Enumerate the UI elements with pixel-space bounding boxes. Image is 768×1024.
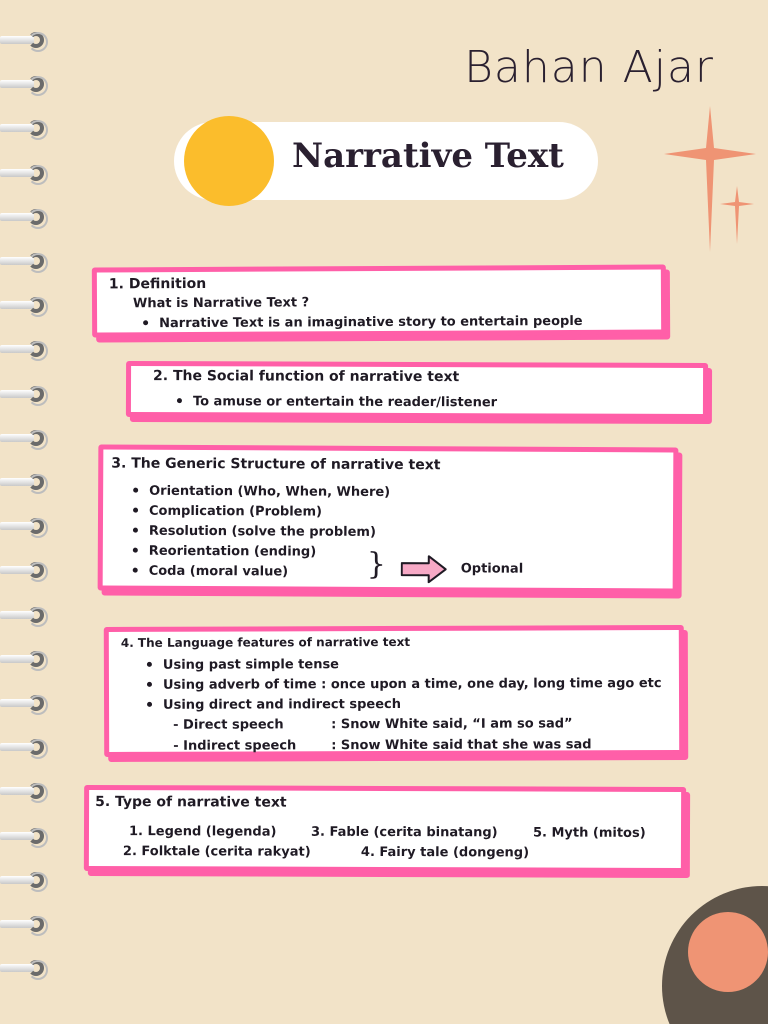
decorative-orange-circle — [688, 912, 768, 992]
arrow-right-icon — [401, 555, 447, 583]
spiral-ring-icon — [0, 958, 48, 978]
optional-brace: } — [366, 546, 386, 582]
social-function-heading: 2. The Social function of narrative text — [153, 368, 460, 386]
sun-circle-icon — [184, 116, 274, 206]
social-function-card — [126, 361, 708, 419]
spiral-ring-icon — [0, 251, 48, 271]
language-features-card — [104, 625, 684, 757]
social-function-bullet: To amuse or entertain the reader/listener — [177, 394, 497, 410]
spiral-ring-icon — [0, 737, 48, 757]
spiral-ring-icon — [0, 339, 48, 359]
type-fable: 3. Fable (cerita binatang) — [310, 824, 498, 841]
types-heading: 5. Type of narrative text — [95, 793, 287, 811]
spiral-ring-icon — [0, 118, 48, 138]
spiral-ring-icon — [0, 870, 48, 890]
direct-speech-example: : Snow White said, “I am so sad” — [331, 716, 573, 733]
spiral-ring-icon — [0, 472, 48, 492]
language-features-heading: 4. The Language features of narrative text — [120, 634, 411, 650]
topic-banner — [174, 122, 598, 200]
definition-question: What is Narrative Text ? — [132, 295, 310, 312]
type-fairy-tale: 4. Fairy tale (dongeng) — [360, 844, 530, 861]
type-myth: 5. Myth (mitos) — [532, 825, 646, 841]
indirect-speech-example: : Snow White said that she was sad — [331, 737, 592, 754]
spiral-ring-icon — [0, 30, 48, 50]
spiral-ring-icon — [0, 693, 48, 713]
types-card — [84, 785, 686, 873]
spiral-ring-icon — [0, 384, 48, 404]
spiral-ring-icon — [0, 428, 48, 448]
spiral-ring-icon — [0, 295, 48, 315]
spiral-ring-icon — [0, 74, 48, 94]
definition-bullet: Narrative Text is an imaginative story to entertain people — [143, 314, 583, 331]
spiral-ring-icon — [0, 914, 48, 934]
topic-title: Narrative Text — [292, 136, 564, 176]
generic-structure-card — [98, 444, 679, 593]
definition-card — [92, 264, 666, 337]
spiral-ring-icon — [0, 649, 48, 669]
spiral-ring-icon — [0, 560, 48, 580]
structure-resolution: Resolution (solve the problem) — [133, 524, 376, 540]
spiral-ring-icon — [0, 516, 48, 536]
type-legend: 1. Legend (legenda) — [128, 824, 277, 840]
spiral-binding — [0, 30, 50, 1000]
definition-heading: 1. Definition — [108, 275, 207, 293]
feature-speech: Using direct and indirect speech — [147, 697, 401, 713]
structure-complication: Complication (Problem) — [133, 504, 322, 520]
spiral-ring-icon — [0, 781, 48, 801]
structure-reorientation: Reorientation (ending) — [133, 544, 316, 560]
feature-past-tense: Using past simple tense — [147, 657, 339, 673]
feature-adverb-of-time: Using adverb of time : once upon a time, one day, long time ago etc — [147, 676, 662, 693]
indirect-speech-label: - Indirect speech — [173, 738, 297, 754]
spiral-ring-icon — [0, 207, 48, 227]
spiral-ring-icon — [0, 163, 48, 183]
structure-coda: Coda (moral value) — [133, 564, 288, 580]
structure-orientation: Orientation (Who, When, Where) — [133, 484, 390, 500]
spiral-ring-icon — [0, 826, 48, 846]
type-folktale: 2. Folktale (cerita rakyat) — [122, 844, 311, 860]
optional-label: Optional — [460, 561, 524, 577]
spiral-ring-icon — [0, 605, 48, 625]
generic-structure-heading: 3. The Generic Structure of narrative text — [111, 455, 441, 474]
page-title: Bahan Ajar — [464, 42, 714, 93]
sparkle-small-icon — [720, 186, 754, 244]
direct-speech-label: - Direct speech — [173, 717, 284, 733]
